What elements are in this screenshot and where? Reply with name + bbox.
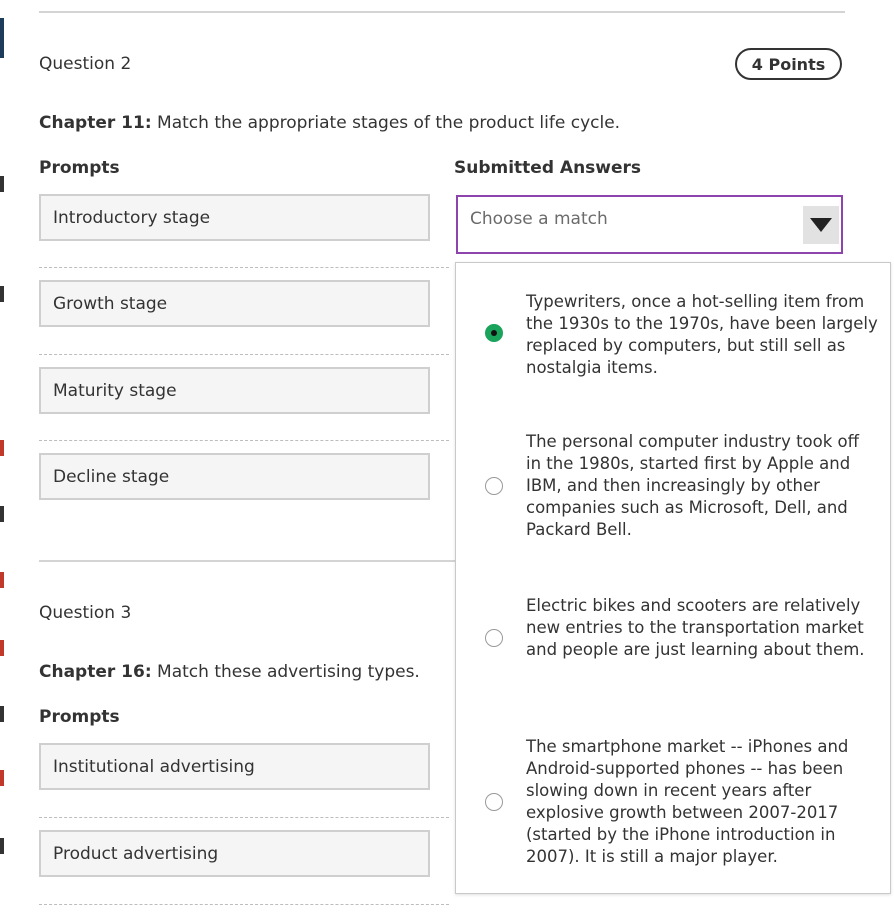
edge-mark bbox=[0, 506, 4, 522]
prompts-header: Prompts bbox=[39, 158, 120, 178]
radio-icon[interactable] bbox=[485, 629, 503, 647]
radio-icon[interactable] bbox=[485, 793, 503, 811]
option-text: The smartphone market -- iPhones and Android-supported phones -- has been slowing down in recent years after explosive growth between 2007-2017 (started by the iPhone introduction in 2007). It is still a major player. bbox=[526, 737, 849, 866]
row-divider bbox=[39, 440, 449, 441]
edge-mark bbox=[0, 572, 4, 588]
chapter-label: Chapter 11: bbox=[39, 113, 152, 133]
option-text: Electric bikes and scooters are relatively new entries to the transportation market and people are just learning about them. bbox=[526, 596, 865, 659]
question-2-instruction bbox=[39, 113, 620, 133]
option-text: The personal computer industry took off in the 1980s, started first by Apple and IBM, and then increasingly by other companies such as Microsoft, Dell, and Packard Bell. bbox=[526, 432, 860, 539]
edge-mark bbox=[0, 176, 4, 192]
radio-selected-icon[interactable] bbox=[485, 324, 503, 342]
edge-mark bbox=[0, 286, 4, 302]
question-3-title: Question 3 bbox=[39, 603, 132, 623]
option-text: Typewriters, once a hot-selling item from the 1930s to the 1970s, have been largely replaced by computers, but still sell as nostalgia items. bbox=[526, 292, 878, 377]
prompt-institutional-advertising: Institutional advertising bbox=[39, 743, 430, 790]
prompt-product-advertising: Product advertising bbox=[39, 830, 430, 877]
chapter-text: Match the appropriate stages of the product life cycle. bbox=[157, 113, 621, 133]
prompt-introductory-stage: Introductory stage bbox=[39, 194, 430, 241]
points-badge: 4 Points bbox=[735, 48, 842, 80]
prompt-decline-stage: Decline stage bbox=[39, 453, 430, 500]
prompt-maturity-stage: Maturity stage bbox=[39, 367, 430, 414]
left-edge-strip bbox=[0, 0, 6, 912]
question-divider bbox=[39, 560, 455, 562]
row-divider bbox=[39, 904, 449, 905]
section-divider bbox=[39, 11, 845, 13]
select-placeholder: Choose a match bbox=[470, 209, 608, 229]
edge-mark bbox=[0, 18, 4, 58]
dropdown-toggle-button[interactable] bbox=[803, 206, 839, 244]
match-select-introductory-stage[interactable] bbox=[456, 195, 843, 254]
row-divider bbox=[39, 267, 449, 268]
prompt-growth-stage: Growth stage bbox=[39, 280, 430, 327]
edge-mark bbox=[0, 770, 4, 786]
prompts-header: Prompts bbox=[39, 707, 120, 727]
radio-icon[interactable] bbox=[485, 477, 503, 495]
chapter-text: Match these advertising types. bbox=[157, 662, 420, 682]
chapter-label: Chapter 16: bbox=[39, 662, 152, 682]
row-divider bbox=[39, 354, 449, 355]
question-2-title: Question 2 bbox=[39, 54, 132, 74]
edge-mark bbox=[0, 838, 4, 854]
edge-mark bbox=[0, 706, 4, 722]
edge-mark bbox=[0, 640, 4, 656]
question-3-instruction bbox=[39, 662, 420, 682]
match-options-dropdown bbox=[455, 262, 891, 894]
submitted-answers-header: Submitted Answers bbox=[454, 158, 642, 178]
row-divider bbox=[39, 817, 449, 818]
edge-mark bbox=[0, 440, 4, 456]
caret-down-icon bbox=[810, 218, 832, 232]
